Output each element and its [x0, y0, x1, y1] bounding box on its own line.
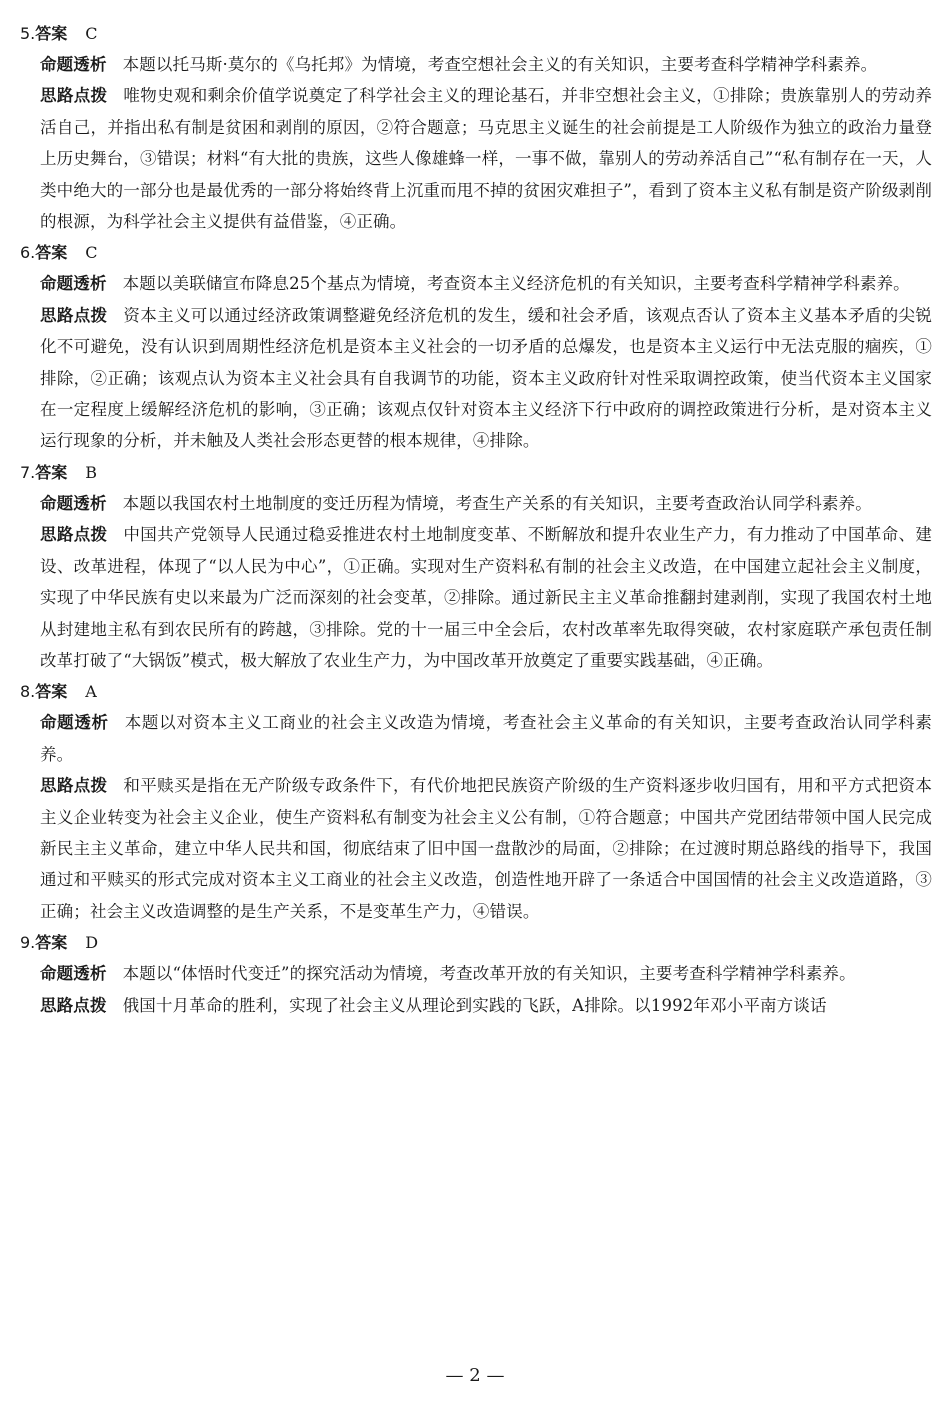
analysis-paragraph	[40, 488, 932, 519]
answer-value: C	[85, 243, 98, 263]
analysis-paragraph	[40, 49, 932, 80]
answer-value: D	[85, 933, 99, 953]
hint-paragraph	[40, 770, 932, 927]
answer-label: 答案	[35, 682, 68, 702]
hint-label: 思路点拨	[40, 86, 108, 106]
question-9	[20, 927, 932, 1021]
answer-line	[20, 927, 932, 958]
hint-label: 思路点拨	[40, 525, 108, 545]
question-number: 5.	[20, 24, 36, 43]
hint-paragraph	[40, 80, 932, 237]
analysis-paragraph	[40, 707, 932, 770]
answer-label: 答案	[35, 243, 68, 263]
question-number: 7.	[20, 462, 36, 482]
question-number: 9.	[20, 933, 36, 953]
analysis-text: 本题以美联储宣布降息25个基点为情境，考查资本主义经济危机的有关知识，主要考查科学精神学科素养。	[122, 274, 910, 294]
page-number: — 2 —	[445, 1365, 505, 1386]
hint-label: 思路点拨	[40, 776, 108, 796]
answer-label: 答案	[35, 24, 68, 43]
analysis-text: 本题以托马斯·莫尔的《乌托邦》为情境，考查空想社会主义的有关知识，主要考查科学精神学科素养。	[122, 55, 878, 74]
question-number: 6.	[20, 243, 36, 263]
answer-label: 答案	[35, 462, 68, 482]
analysis-label: 命题透析	[40, 713, 109, 733]
question-6	[20, 237, 932, 456]
hint-paragraph	[40, 990, 932, 1021]
answer-line	[20, 18, 932, 49]
analysis-label: 命题透析	[40, 55, 107, 74]
analysis-paragraph	[40, 958, 932, 989]
question-5	[20, 18, 932, 237]
answer-line	[20, 457, 932, 488]
answer-value: C	[85, 24, 98, 43]
answer-value: A	[85, 682, 97, 702]
hint-text: 中国共产党领导人民通过稳妥推进农村土地制度变革、不断解放和提升农业生产力，有力推动了中国革命、建设、改革进程，体现了“以人民为中心”，①正确。实现对生产资料私有制的社会主义改造，在中国建立起社会主义制度，实现了中华民族有史以来最为广泛而深刻的社会变革，②排除。通过新民主主义革命推翻封建剥削，实现了我国农村土地从封建地主私有到农民所有的跨越，③排除。党的十一届三中全会后，农村改革率先取得突破，农村家庭联产承包责任制改革打破了“大锅饭”模式，极大解放了农业生产力，为中国改革开放奠定了重要实践基础，④正确。	[40, 525, 932, 670]
hint-text: 资本主义可以通过经济政策调整避免经济危机的发生，缓和社会矛盾，该观点否认了资本主义基本矛盾的尖锐化不可避免，没有认识到周期性经济危机是资本主义社会的一切矛盾的总爆发，也是资本主义运行中无法克服的痼疾，①排除，②正确；该观点认为资本主义社会具有自我调节的功能，资本主义政府针对性采取调控政策，使当代资本主义国家在一定程度上缓解经济危机的影响，③正确；该观点仅针对资本主义经济下行中政府的调控政策进行分析，是对资本主义运行现象的分析，并未触及人类社会形态更替的根本规律，④排除。	[40, 305, 932, 451]
hint-text: 和平赎买是指在无产阶级专政条件下，有代价地把民族资产阶级的生产资料逐步收归国有，用和平方式把资本主义企业转变为社会主义企业，使生产资料私有制变为社会主义公有制，①符合题意；中国共产党团结带领中国人民完成新民主主义革命，建立中华人民共和国，彻底结束了旧中国一盘散沙的局面，②排除；在过渡时期总路线的指导下，我国通过和平赎买的形式完成对资本主义工商业的社会主义改造，创造性地开辟了一条适合中国国情的社会主义改造道路，③正确；社会主义改造调整的是生产关系，不是变革生产力，④错误。	[40, 776, 932, 921]
hint-label: 思路点拨	[40, 305, 108, 325]
analysis-paragraph	[40, 268, 932, 299]
analysis-label: 命题透析	[40, 493, 107, 513]
question-8	[20, 676, 932, 927]
hint-paragraph	[40, 300, 932, 457]
answer-label: 答案	[35, 933, 68, 953]
analysis-text: 本题以我国农村土地制度的变迁历程为情境，考查生产关系的有关知识，主要考查政治认同学科素养。	[122, 493, 872, 513]
analysis-text: 本题以对资本主义工商业的社会主义改造为情境，考查社会主义革命的有关知识，主要考查政治认同学科素养。	[40, 713, 932, 764]
analysis-label: 命题透析	[40, 274, 107, 294]
hint-label: 思路点拨	[40, 995, 107, 1015]
analysis-label: 命题透析	[40, 964, 107, 984]
analysis-text: 本题以“体悟时代变迁”的探究活动为情境，考查改革开放的有关知识，主要考查科学精神学科素养。	[122, 964, 856, 984]
hint-text: 唯物史观和剩余价值学说奠定了科学社会主义的理论基石，并非空想社会主义，①排除；贵族靠别人的劳动养活自己，并指出私有制是贫困和剥削的原因，②符合题意；马克思主义诞生的社会前提是工人阶级作为独立的政治力量登上历史舞台，③错误；材料“有大批的贵族，这些人像雄蜂一样，一事不做，靠别人的劳动养活自己”“私有制存在一天，人类中绝大的一部分也是最优秀的一部分将始终背上沉重而甩不掉的贫困灾难担子”，看到了资本主义私有制是资产阶级剥削的根源，为科学社会主义提供有益借鉴，④正确。	[40, 86, 932, 232]
question-number: 8.	[20, 682, 36, 702]
answer-line	[20, 237, 932, 268]
answer-value: B	[85, 462, 98, 482]
answer-line	[20, 676, 932, 707]
question-7	[20, 457, 932, 676]
hint-paragraph	[40, 519, 932, 676]
hint-text: 俄国十月革命的胜利，实现了社会主义从理论到实践的飞跃，A排除。以1992年邓小平南方谈话	[122, 995, 827, 1015]
